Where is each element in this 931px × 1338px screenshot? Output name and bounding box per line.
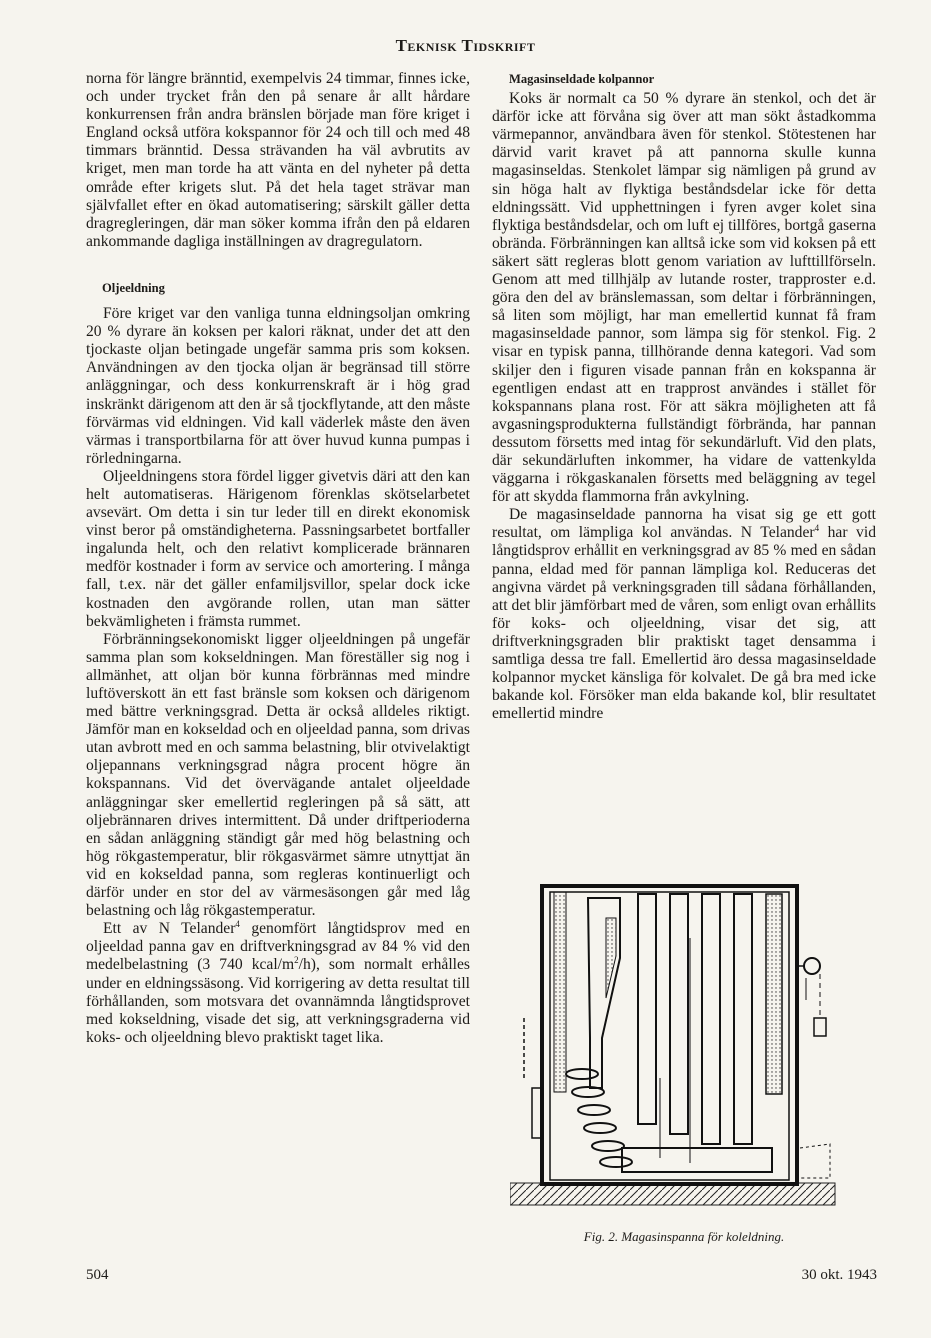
paragraph: Förbränningsekonomiskt ligger oljeeldningen på ungefär samma plan som kokseldningen. Man föreställer sig nog i allmänhet, att oljan bör kunna förbrännas med mindre luftöverskott än ett fast bränsle som koksen och därigenom med bättre verkningsgrad. Detta är också alldeles riktigt. Jämför man en kokseldad och en oljeeldad panna, som drivas utan avbrott med en och samma belastning, blir otvivelaktigt oljepannans verkningsgrad några procent högre än kokspannans. Vid det övervägande antalet oljeeldade anläggningar sker emellertid regleringen på så sätt, att oljebrännaren drives intermittent. Då under driftperioderna en sådan anläggning ständigt går med hög belastning och hög rökgastemperatur, blir rökgasvärmet sämre utnyttjat än vid en kokseldad panna, som regleras kontinuerligt och därför under en stor del av värmesäsongen går med låg belastning och låg rökgastemperatur.	[86, 630, 470, 920]
water-tube	[734, 894, 752, 1144]
grate-bar	[578, 1105, 610, 1115]
paragraph	[492, 506, 876, 723]
grate-bar	[592, 1141, 624, 1151]
grate-bar	[572, 1087, 604, 1097]
grate-bar	[584, 1123, 616, 1133]
issue-date: 30 okt. 1943	[801, 1267, 877, 1283]
text-run: genomfört långtidsprov med en oljeeldad panna gav en driftverkningsgrad av 84 % vid den medelbelastning (3 740 kcal/m	[86, 920, 471, 974]
chain-weight	[814, 1018, 826, 1036]
page-number: 504	[86, 1267, 109, 1283]
paragraph: norna för längre bränntid, exempelvis 24 timmar, finnes icke, och under trycket från den på senare år allt hårdare konkurrensen från andra bränslen började man före kriget i England också utföra kokspannor för 24 och till och med 48 timmars bränntid. Dessa strävanden ha väl avbrutits av kriget, men man torde ha att vänta en del nyheter på detta område efter krigets slut. På det hela taget strävar man självfallet efter en ökad automatisering; särskilt gäller detta dragregleringen, där man söker komma ifrån den på eldaren ankommande dagliga inställningen av dragregulatorn.	[86, 70, 470, 250]
superscript: 2	[294, 955, 299, 966]
water-tube	[702, 894, 720, 1144]
text-run: Ett av N Telander	[103, 920, 236, 938]
text-run: har vid långtidsprov erhållit en verkningsgrad av 85 % med en sådan panna, eldad med för pannan lämpliga kol. Reduceras det angivna värdet på verkningsgraden till sådana förhållanden, att det blir jämförbart med de våren, som enligt ovan erhållits för koks- och oljeeldning, visar det sig, att driftverkningsgraden blir praktiskt taget densamma i samtliga dessa tre fall. Emellertid äro dessa magasinseldade kolpannor mycket känsliga för kolvalet. De gå bra med icke bakande kol. Försöker man elda bakande kol, blir resultatet emellertid mindre	[492, 524, 876, 723]
text-run: De magasinseldade pannorna ha visat sig ge ett gott resultat, om lämpliga kol användas. N Telander	[492, 506, 876, 542]
boiler-diagram	[510, 878, 840, 1218]
secondary-air-inlet	[800, 1144, 830, 1178]
footnote-ref: 4	[235, 919, 240, 930]
grate-bar	[566, 1069, 598, 1079]
paragraph	[86, 920, 470, 1047]
ground-hatching	[510, 1183, 835, 1205]
ash-pit	[622, 1148, 772, 1172]
water-tube	[638, 894, 656, 1124]
grate-bar	[600, 1157, 632, 1167]
water-tube	[670, 894, 688, 1134]
damper-regulator	[804, 958, 820, 974]
paragraph: Före kriget var den vanliga tunna eldningsoljan omkring 20 % dyrare än koksen per kalori räknat, under det att den tjockaste oljan betingade ungefär samma pris som koksen. Användningen av den tjocka oljan är begränsad till större anläggningar, och dess konkurrenskraft är i hög grad inskränkt därigenom att den är så tjockflytande, att den måste förvärmas vid eldningen. Vid kall väderlek måste den även värmas i transportbilarna för att över huvud kunna pumpas i rörledningarna.	[86, 305, 470, 467]
left-column	[86, 70, 470, 1047]
paragraph: Oljeeldningens stora fördel ligger givetvis däri att den kan helt automatiseras. Härigenom förenklas skötselarbetet avsevärt. Om detta i sin tur leder till en direkt ekonomisk vinst beror på omständigheterna. Passningsarbetet bortfaller ingalunda helt, och den relativt komplicerade brännaren medför kostnader i form av service och amortering. I många fall, t.ex. när det gäller enfamiljsvillor, spelar dock icke kostnaden den avgörande rollen, utan man sätter bekvämligheten i främsta rummet.	[86, 467, 470, 630]
section-heading-magasinseldade: Magasinseldade kolpannor	[509, 72, 655, 86]
boiler-diagram-figure	[510, 878, 840, 1218]
journal-header: Teknisk Tidskrift	[395, 36, 536, 55]
section-heading-oljeeldning: Oljeeldning	[102, 280, 165, 295]
right-column	[492, 70, 876, 723]
text-run: /h), som normalt erhålles under en eldningssäsong. Vid korrigering av detta resultat till förhållanden, som motsvara det ovannämnda långtidsprovet med kokseldning, visade det sig, att verkningsgraderna vid koks- och oljeeldning blevo praktiskt taget lika.	[86, 956, 470, 1046]
figure-caption: Fig. 2. Magasinspanna för koleldning.	[583, 1229, 785, 1244]
footnote-ref: 4	[814, 523, 820, 534]
paragraph: Koks är normalt ca 50 % dyrare än stenkol, och det är därför icke att förvåna sig över att man sökt åstadkomma värmepannor, användbara även för stenkol. Stötestenen har därvid varit kravet på att pannorna skulle kunna magasinseldas. Stenkolet lämpar sig nämligen på grund av sin höga halt av flyktiga beståndsdelar icke för detta eldningssätt. Vid upphettningen i fyren avger kolet sina flyktiga beståndsdelar, och om luft ej tillföres, bortgå gaserna obrända. Förbränningen kan alltså icke som vid koksen på ett säkert sätt regleras blott genom variation av lufttillförseln. Genom att med tillhjälp av lutande roster, trapproster e.d. göra den del av bränslemassan, som deltar i förbränningen, så liten som möjligt, har man emellertid kunnat få fram magasinseldade pannor, som lämpa sig för stenkol. Fig. 2 visar en typisk panna, tillhörande denna kategori. Vad som skiljer den i figuren visade pannan från en kokspanna är egentligen endast att en trapprost användes i stället för kokspannans plana rost. För att säkra möjligheten att få avgasningsprodukterna fullständigt förbrända, har pannan dessutom försetts med intag för sekundärluft. Vid den plats, där sekundärluften inkommer, ha vidare de vattenkylda väggarna i rökgaskanalen försetts med beläggning av tegel för att skydda flammorna från avkylning.	[492, 90, 876, 506]
